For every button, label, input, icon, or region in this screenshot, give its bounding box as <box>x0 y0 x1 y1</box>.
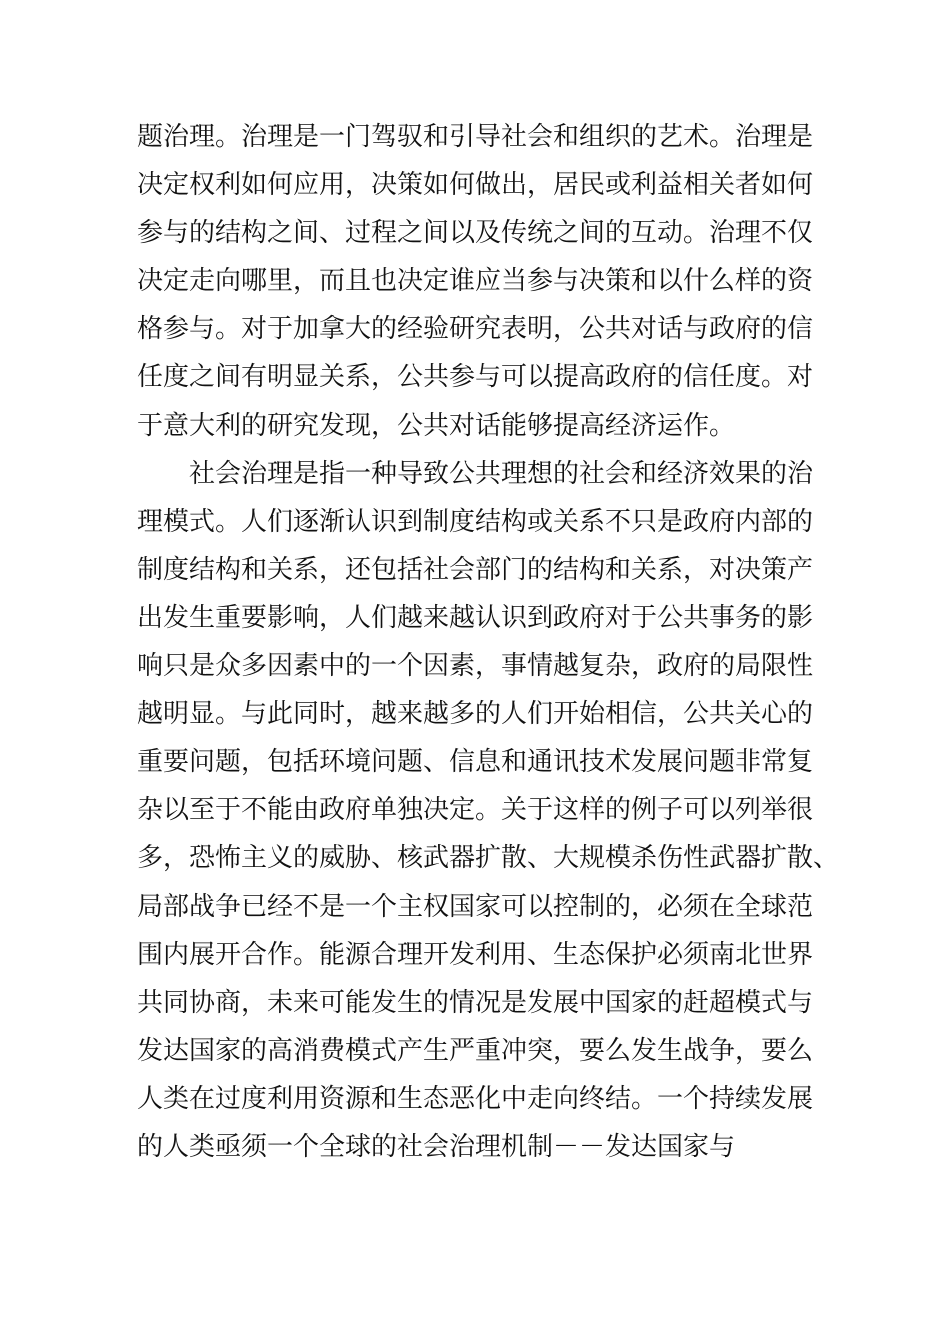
text-line: 人类在过度利用资源和生态恶化中走向终结。一个持续发展 <box>137 1083 814 1114</box>
text-line: 社会治理是指一种导致公共理想的社会和经济效果的治 <box>189 458 814 489</box>
text-line: 任度之间有明显关系，公共参与可以提高政府的信任度。对 <box>137 362 814 393</box>
text-line: 多，恐怖主义的威胁、核武器扩散、大规模杀伤性武器扩散、 <box>137 843 840 874</box>
text-line: 的人类亟须一个全球的社会治理机制－－发达国家与 <box>137 1131 736 1162</box>
text-line: 响只是众多因素中的一个因素，事情越复杂，政府的局限性 <box>137 651 814 682</box>
text-line: 决定权利如何应用，决策如何做出，居民或利益相关者如何 <box>137 170 814 201</box>
text-line: 围内展开合作。能源合理开发利用、生态保护必须南北世界 <box>137 939 814 970</box>
text-line: 于意大利的研究发现，公共对话能够提高经济运作。 <box>137 410 736 441</box>
text-line: 发达国家的高消费模式产生严重冲突，要么发生战争，要么 <box>137 1035 814 1066</box>
text-line: 参与的结构之间、过程之间以及传统之间的互动。治理不仅 <box>137 218 814 249</box>
body-text <box>137 113 840 1171</box>
text-line: 杂以至于不能由政府单独决定。关于这样的例子可以列举很 <box>137 795 814 826</box>
text-line: 决定走向哪里，而且也决定谁应当参与决策和以什么样的资 <box>137 266 814 297</box>
text-line: 题治理。治理是一门驾驭和引导社会和组织的艺术。治理是 <box>137 122 814 152</box>
text-line: 重要问题，包括环境问题、信息和通讯技术发展问题非常复 <box>137 747 814 778</box>
paragraph-1 <box>137 113 827 450</box>
paragraph-2 <box>137 450 840 1171</box>
text-line: 越明显。与此同时，越来越多的人们开始相信，公共关心的 <box>137 699 814 730</box>
text-line: 制度结构和关系，还包括社会部门的结构和关系，对决策产 <box>137 554 814 585</box>
text-line: 共同协商，未来可能发生的情况是发展中国家的赶超模式与 <box>137 987 814 1018</box>
text-line: 局部战争已经不是一个主权国家可以控制的，必须在全球范 <box>137 891 814 922</box>
text-line: 出发生重要影响，人们越来越认识到政府对于公共事务的影 <box>137 602 814 633</box>
text-line: 格参与。对于加拿大的经验研究表明，公共对话与政府的信 <box>137 314 814 345</box>
text-line: 理模式。人们逐渐认识到制度结构或关系不只是政府内部的 <box>137 506 814 537</box>
